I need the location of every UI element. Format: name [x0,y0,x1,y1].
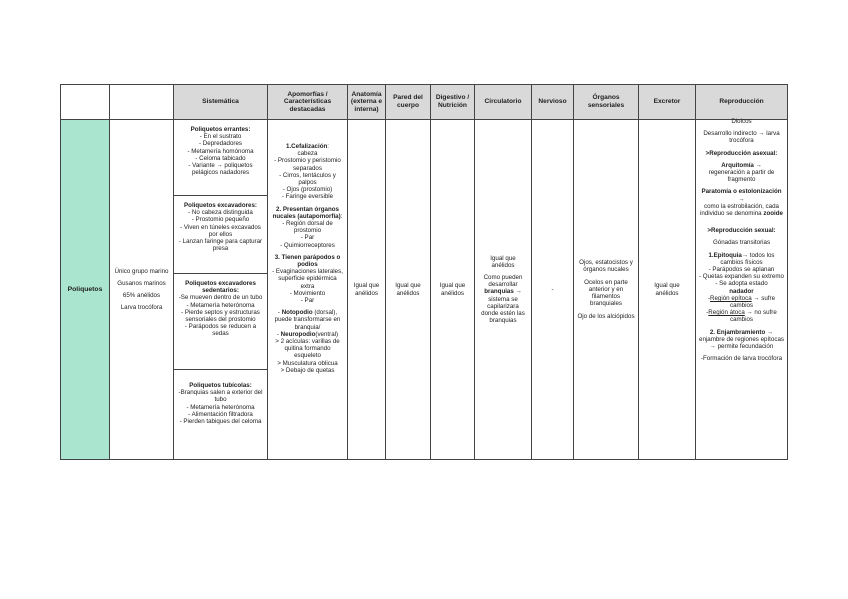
sedentarios-item: - Metamería heterónoma [186,301,255,309]
classification-table [60,84,788,460]
notopodio-line [271,309,344,331]
neuropodio-dash: - [276,330,281,338]
nucales-heading [271,206,344,220]
zooide-term: zooide [763,210,783,218]
region-epitoca-line [699,295,784,309]
organos-value: Ojos, estatocistos y órganos nucales [579,259,633,274]
cefalizacion-colon: : [327,143,329,150]
region-atoca-prefix: - [706,309,709,317]
errantes-item: - Metamería homónoma [187,147,254,155]
cefalizacion-item: cabeza [297,150,318,158]
pared-value: Igual que anélidos [395,282,421,297]
cefalizacion-title: 1.Cefalización [286,143,328,150]
pared-cell [386,120,431,460]
tubicolas-item: -Branquias salen a exterior del tubo [178,389,263,404]
cefalizacion-item: - Ojos (prostomio) [282,186,333,194]
epitoquia-item: - Quetas expanden su extremo [699,273,784,281]
excavadores-item: - No cabeza distinguida [188,209,253,217]
sedentarios-item: -Se mueven dentro de un tubo [178,294,263,302]
circulatorio-branquias [478,274,528,324]
parapodos-item: - Par [300,297,315,305]
notopodio-dash: - [277,309,282,317]
repro-line: Gónadas transitorias [712,239,771,247]
branquias-term: branquias [484,288,514,296]
sedentarios-title: Poliquetos excavadores sedentarios: [185,280,256,295]
paratomia-title: Paratomía o estolonización → [701,188,782,203]
info-line: 65% anélidos [122,292,161,299]
cefalizacion-heading [271,143,344,150]
parapodos-detail: > Debajo de quetas [280,366,335,374]
anatomia-value: Igual que anélidos [353,282,380,297]
enjambramiento-title: 2. Enjambramiento → [709,328,774,336]
arquitomia-title: Arquitomía → [721,161,762,169]
neuropodio-text: (ventral) [315,330,339,338]
errantes-block [174,120,267,196]
neuropodio-line [271,331,344,338]
sexual-title: >Reproducción sexual: [707,227,776,235]
cefalizacion-item: - Cirros, tentáculos y palpos [279,171,336,187]
circulatorio-text: Como pueden desarrollar [483,273,523,289]
tubicolas-item: - Pierden tabiques del celoma [179,418,262,426]
region-atoca-text: → no sufre cambios [729,309,777,324]
digestivo-cell [431,120,475,460]
parapodos-title: 3. Tienen parápodos o podios [274,253,341,269]
repro-line: Dioicos [731,118,752,125]
tubicolas-item: - Metamería heterónoma [186,403,255,411]
paratomia-text [699,203,784,217]
header-apomorfias: Apomorfías / Características destacadas [268,84,348,120]
tubicolas-item: - Alimentación filtradora [188,410,253,418]
excretor-cell [639,120,696,460]
notopodio-term: Notopodio [281,309,313,317]
header-circulatorio: Circulatorio [475,84,532,120]
sedentarios-item: - Parápodos se reducen a sedas [184,323,257,338]
region-atoca-line [699,309,784,323]
circulatorio-text-2: → sistema se capilarizara donde estén las branquias [481,288,525,325]
repro-line: -Formación de larva trocófora [700,355,783,363]
header-organos: Órganos sensoriales [574,84,639,120]
region-epitoca-term: Región epítoca [710,294,752,302]
nadador-term: nadador [729,287,754,295]
excavadores-block [174,196,267,274]
region-atoca-term: Región átoca [708,309,745,317]
region-epitoca-prefix: - [707,294,711,302]
apomorfias-cell [268,120,348,460]
excavadores-item: - Prostomio pequeño [191,216,250,224]
cefalizacion-item: - Prostomio y peristomio separados [274,157,341,172]
epitoquia-line [699,252,784,266]
info-line: Único grupo marino [114,267,169,275]
header-sistematica: Sistemática [174,84,268,120]
reproduccion-cell [696,118,788,460]
cefalizacion-item: - Faringe eversible [281,193,334,201]
epitoquia-text: → todos los cambios físicos [720,251,775,266]
header-pared: Pared del cuerpo [386,84,431,120]
info-line: Larva trocófora [120,304,163,312]
tubicolas-block [174,370,267,459]
epitoquia-title: 1.Epitoquia [708,251,742,259]
errantes-title: Poliquetos errantes: [190,126,251,133]
header-anatomia: Anatomía (externa e interna) [348,84,386,120]
organos-value: Ojo de los alciópidos [577,312,635,320]
asexual-title: >Reproducción asexual: [705,149,778,157]
sistematica-cell [174,120,268,460]
row-name-cell [60,120,110,460]
repro-line: regeneración a partir de fragmento [708,169,775,184]
header-empty-name [60,84,110,120]
notopodio-text: (dorsal), puede transformarse en branquia/ [274,309,341,331]
errantes-item: - Variante → poliquetos pelágicos nadadores [188,162,253,177]
nucales-item: - Región dorsal de prostomio [282,220,333,235]
parapodos-detail: > Musculatura oblicua [277,359,338,367]
digestivo-value: Igual que anélidos [439,282,466,297]
nucales-title: 2. Presentan órganos nucales (autapomorfía) [272,205,341,220]
excavadores-item: - Viven en túneles excavados por ellos [180,223,261,238]
header-digestivo: Digestivo / Nutrición [431,84,475,120]
tubicolas-title: Poliquetos tubícolas: [189,382,252,389]
excretor-value: Igual que anélidos [654,282,680,297]
anatomia-cell [348,120,386,460]
header-nervioso: Nervioso [532,84,574,120]
nucales-colon: : [340,212,343,220]
excavadores-item: - Lanzan faringe para capturar presa [178,238,263,253]
header-empty-info [110,84,174,120]
nervioso-cell [532,120,574,460]
organos-cell [574,120,639,460]
organos-value: Ocelos en parte anterior y en filamentos branquiales [584,278,628,308]
epitoquia-item: - Se adopta estado [715,280,768,288]
info-cell [110,120,174,460]
nucales-item: - Par [300,234,315,242]
errantes-item: - Celoma tabicado [195,154,246,162]
nervioso-value: - [551,285,554,293]
errantes-item: - En el sustrato [199,133,242,141]
repro-line: enjambre de regiones epítocas → permite fecundación [699,335,784,351]
sedentarios-item: - Pierde septos y estructuras sensoriales del prostomio [181,308,260,324]
epitoquia-item: - Parápodos se aplanan [708,266,775,274]
region-epitoca-text: → sufre cambios [729,294,776,310]
parapodos-item: - Movimiento [289,289,326,297]
paratomia-desc: como la estrobilación, cada individuo se denomina [700,202,779,218]
row-name: Poliquetos [67,285,103,293]
header-reproduccion: Reproducción [696,84,788,120]
circulatorio-value: Igual que anélidos [490,254,516,269]
nucales-item: - Quimiorreceptores [280,241,335,249]
circulatorio-cell [475,120,532,460]
sedentarios-block [174,274,267,370]
neuropodio-term: Neuropodio [280,330,316,338]
parapodos-detail: > 2 acículas: varillas de quitina formando esqueleto [275,338,340,360]
info-line: Gusanos marinos [117,279,166,287]
excavadores-title: Poliquetos excavadores: [184,202,257,209]
header-excretor: Excretor [639,84,696,120]
parapodos-item: - Evaginaciones laterales, superficie epidérmica extra [272,268,343,290]
repro-line: Desarrollo indirecto → larva trocófora [703,130,780,145]
errantes-item: - Depredadores [199,140,242,148]
